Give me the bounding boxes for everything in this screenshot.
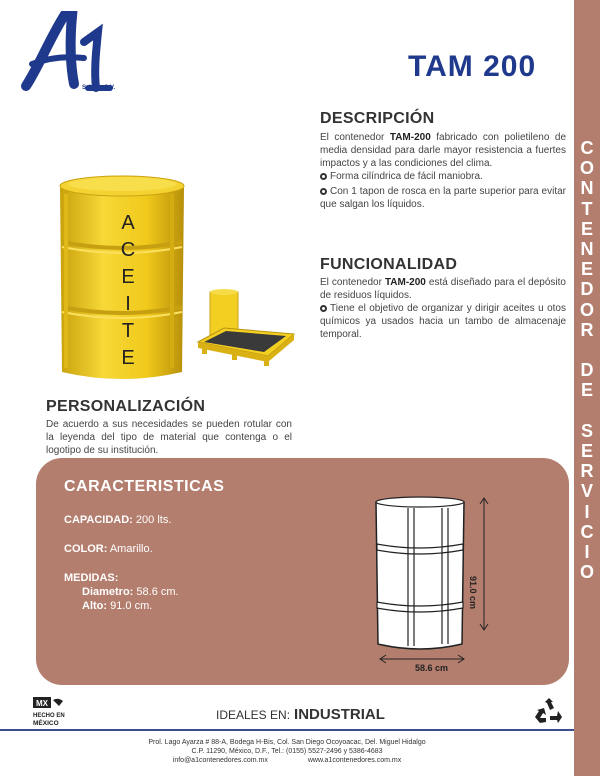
descripcion-bullet-2: Con 1 tapon de rosca en la parte superior para evitar que salgan los líquidos. [320, 186, 566, 210]
side-band-letter: R [580, 461, 594, 482]
side-band-letter: I [584, 542, 590, 563]
spill-tray-image [196, 286, 296, 372]
side-band-letter: N [580, 239, 594, 260]
side-band-letter: D [580, 360, 594, 381]
barrel-label-letter: T [121, 320, 135, 342]
footer-web[interactable]: www.a1contenedores.com.mx [307, 757, 402, 764]
side-band-letter: E [580, 441, 593, 462]
bullet-icon [320, 305, 327, 312]
funcionalidad-bullet-1: Tiene el objetivo de organizar y dirigir aceites u otos químicos ya usados hacia un tambo de almacenaje temporal. [320, 303, 566, 340]
barrel-label-letter: E [121, 266, 135, 288]
bullet-icon [320, 173, 327, 180]
footer-address: Prol. Lago Ayarza # 88-A, Bodega H-Bis, Col. San Diego Ocoyoacac, Del. Miguel Hidalgo C.P. 11290, México, D.F., Tel.: (0155) 5527-2496 y 5386-4683 info@a1contenedores.com.mx www.a1contenedores.com.mx [148, 739, 426, 764]
side-band-letter: C [580, 138, 594, 158]
descripcion-bullet-1: Forma cilíndrica de fácil maniobra. [320, 170, 566, 183]
side-band-gap [574, 340, 600, 360]
descripcion-intro: El contenedor TAM-200 fabricado con polietileno de media densidad para darle mayor resistencia a fuertes impactos y a las condiciones del clima. [320, 132, 566, 169]
side-band-letter: N [580, 178, 594, 199]
side-band-letter: T [581, 198, 593, 219]
side-band-letter: O [579, 299, 594, 320]
svg-text:MX: MX [36, 699, 48, 708]
side-band-letter: E [580, 218, 593, 239]
recycle-icon [534, 697, 564, 727]
hecho-en-mexico-icon [33, 697, 67, 727]
side-band-letter: V [580, 481, 593, 502]
side-band-letter: O [579, 158, 594, 179]
funcionalidad-intro: El contenedor TAM-200 está diseñado para el depósito de residuos líquidos. [320, 277, 566, 301]
spec-alto: Alto: 91.0 cm. [82, 600, 153, 612]
height-dimension-label: 91.0 cm [468, 576, 478, 610]
logo-suffix: S.A. de C.V. [82, 85, 116, 91]
spec-capacidad: CAPACIDAD: 200 lts. [64, 514, 172, 526]
caracteristicas-heading: CARACTERISTICAS [64, 478, 225, 495]
footer-divider [0, 729, 574, 731]
side-band-letter: R [580, 319, 594, 340]
spec-color: COLOR: Amarillo. [64, 543, 153, 555]
width-dimension-label: 58.6 cm [415, 663, 449, 673]
barrel-label-letter: I [125, 293, 131, 315]
product-title: TAM 200 [408, 50, 537, 83]
svg-text:HECHO EN: HECHO EN [33, 713, 65, 719]
side-band-text [574, 138, 600, 582]
side-band-letter: S [580, 420, 593, 441]
side-band-letter: D [580, 279, 594, 300]
side-band-gap [574, 401, 600, 421]
spec-medidas-label: MEDIDAS: [64, 572, 119, 584]
side-band-letter: O [579, 562, 594, 583]
personalizacion-text: De acuerdo a sus necesidades se pueden rotular con la leyenda del tipo de material que contenga o el logotipo de su institución. [46, 419, 292, 456]
barrel-label-letter: E [121, 347, 135, 369]
footer-email[interactable]: info@a1contenedores.com.mx [172, 757, 268, 764]
ideal-en: IDEALES EN: INDUSTRIAL [216, 706, 385, 723]
personalizacion-heading: PERSONALIZACIÓN [46, 398, 206, 415]
side-band-letter: E [580, 259, 593, 280]
funcionalidad-heading: FUNCIONALIDAD [320, 256, 458, 273]
descripcion-heading: DESCRIPCIÓN [320, 110, 435, 127]
side-band-letter: I [584, 501, 590, 522]
barrel-dimension-drawing [368, 494, 508, 674]
side-band-letter: C [580, 521, 594, 542]
barrel-label-letter: A [121, 212, 135, 234]
barrel-label [113, 210, 143, 372]
spec-diametro: Diametro: 58.6 cm. [82, 586, 179, 598]
side-band-letter: E [580, 380, 593, 401]
barrel-label-letter: C [120, 239, 136, 261]
svg-text:MÉXICO: MÉXICO [33, 720, 59, 727]
bullet-icon [320, 188, 327, 195]
